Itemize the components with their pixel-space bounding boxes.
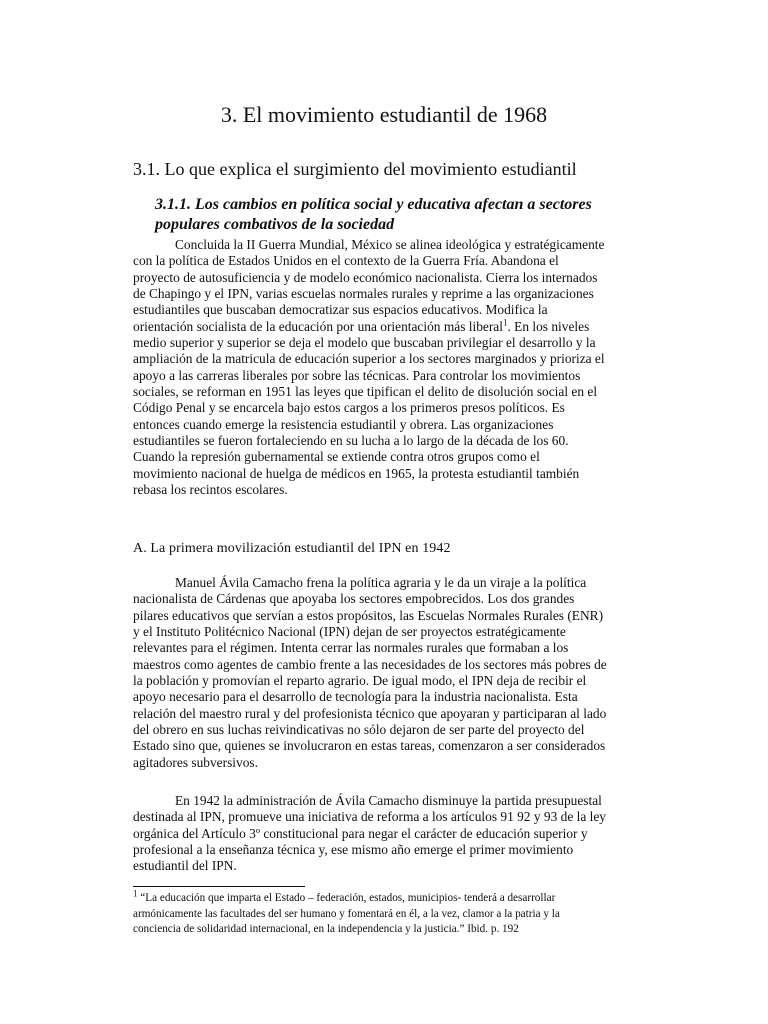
paragraph-line: agitadores subversivos. — [133, 754, 258, 770]
paragraph-line: estudiantiles que buscaban democratizar sus espacios educativos. Modifica la — [133, 302, 548, 318]
paragraph-line: y el Instituto Politécnico Nacional (IPN) dejan de ser proyectos estratégicamente — [133, 624, 566, 640]
paragraph-line-text: orientación socialista de la educación por una orientación más liberal — [133, 318, 503, 334]
paragraph-line: pilares educativos que servían a estos propósitos, las Escuelas Normales Rurales (ENR) — [133, 607, 604, 623]
subsection-title-line1: Los cambios en política social y educativa afectan a sectores — [195, 196, 592, 213]
paragraph-1 — [133, 237, 637, 499]
paragraph-line: Estado sino que, quienes se involucraron en estas tareas, comenzaron a ser considerados — [133, 738, 606, 754]
paragraph-line: la población y promovían el reparto agrario. De igual modo, el IPN deja de recibir el — [133, 673, 587, 689]
subsection-title-line2: populares combativos de la sociedad — [155, 216, 395, 233]
paragraph-line: de Chapingo y el IPN, varias escuelas normales rurales y reprime a las organizaciones — [133, 286, 594, 302]
paragraph-line: del obrero en sus luchas reivindicativas no sólo dejaron de ser parte del proyecto del — [133, 722, 585, 738]
footnote-reference[interactable]: 1 — [502, 317, 508, 328]
chapter-title: 3. El movimiento estudiantil de 1968 — [220, 102, 548, 127]
footnote-line — [133, 888, 637, 907]
paragraph-3 — [133, 793, 637, 875]
heading-a: A. La primera movilización estudiantil del IPN en 1942 — [133, 541, 451, 556]
paragraph-line: apoyo necesario para el desarrollo de tecnología para la industria nacionalista. Esta — [133, 689, 578, 705]
footnote-marker: 1 — [133, 888, 138, 899]
paragraph-line: maestros como agentes de cambio frente a las necesidades de los sectores más pobres de — [133, 656, 607, 672]
paragraph-line: En 1942 la administración de Ávila Camacho disminuye la partida presupuestal — [175, 793, 602, 808]
paragraph-line: sociales, se reforman en 1951 las leyes que tipifican el delito de disolución social en el — [133, 384, 598, 400]
paragraph-line: entonces cuando emerge la resistencia estudiantil y obrera. Las organizaciones — [133, 416, 554, 432]
paragraph-line: movimiento nacional de huelga de médicos en 1965, la protesta estudiantil también — [133, 465, 580, 481]
paragraph-line: Código Penal y se encarcela bajo estos cargos a los primeros presos políticos. Es — [133, 400, 565, 416]
paragraph-line: con la política de Estados Unidos en el contexto de la Guerra Fría. Abandona el — [133, 253, 559, 269]
paragraph-line: apoyo a las carreras liberales por sobre las técnicas. Para controlar los movimientos — [133, 367, 581, 383]
paragraph-line: Concluida la II Guerra Mundial, México se alinea ideológica y estratégicamente — [175, 237, 605, 252]
paragraph-line: estudiantiles se fueron fortaleciendo en su lucha a lo largo de la década de los 60. — [133, 433, 569, 449]
paragraph-line: medio superior y superior se deja el modelo que buscaban privilegiar el desarrollo y la — [133, 335, 596, 351]
paragraph-line: ampliación de la matricula de educación superior a los sectores marginados y prioriza el — [133, 351, 605, 367]
paragraph-line: estudiantil del IPN. — [133, 858, 237, 874]
subsection-number: 3.1.1. — [155, 196, 191, 213]
paragraph-line: proyecto de autosuficiencia y de modelo económico nacionalista. Cierra los internados — [133, 269, 598, 285]
paragraph-line: destinada al IPN, promueve una iniciativa de reforma a los artículos 91 92 y 93 de la ley — [133, 809, 606, 825]
paragraph-line: relación del maestro rural y del profesionista técnico que apoyaran y participaran al lado — [133, 705, 607, 721]
paragraph-line: orgánica del Artículo 3º constitucional para negar el carácter de educación superior y — [133, 825, 588, 841]
paragraph-line: relevantes para el régimen. Intenta cerrar las normales rurales que formaban a los — [133, 640, 569, 656]
footnote-line: conciencia de solidaridad internacional, en la independencia y la justicia.” Ibid. p. 192 — [133, 923, 519, 936]
footnote-line: armónicamente las facultades del ser humano y fomentará en él, a la vez, clamor a la patria y la — [133, 907, 560, 920]
paragraph-line-text: . En los niveles — [507, 318, 590, 334]
section-heading: 3.1. Lo que explica el surgimiento del movimiento estudiantil — [133, 159, 577, 179]
subsection-heading — [155, 195, 675, 235]
paragraph-line: Manuel Ávila Camacho frena la política agraria y le da un viraje a la política — [175, 575, 587, 590]
paragraph-line: nacionalista de Cárdenas que apoyaba los sectores empobrecidos. Los dos grandes — [133, 591, 575, 607]
footnote-text: “La educación que imparta el Estado – federación, estados, municipios- tenderá a desarrollar — [137, 892, 556, 904]
paragraph-line: rebasa los recintos escolares. — [133, 482, 288, 498]
paragraph-line-with-footnote — [133, 319, 637, 335]
footnote — [133, 888, 637, 938]
footnote-separator — [133, 886, 305, 887]
paragraph-2 — [133, 575, 637, 771]
paragraph-line: profesional a la enseñanza técnica y, ese mismo año emerge el primer movimiento — [133, 842, 574, 858]
paragraph-line: Cuando la represión gubernamental se extiende contra otros grupos como el — [133, 449, 540, 465]
